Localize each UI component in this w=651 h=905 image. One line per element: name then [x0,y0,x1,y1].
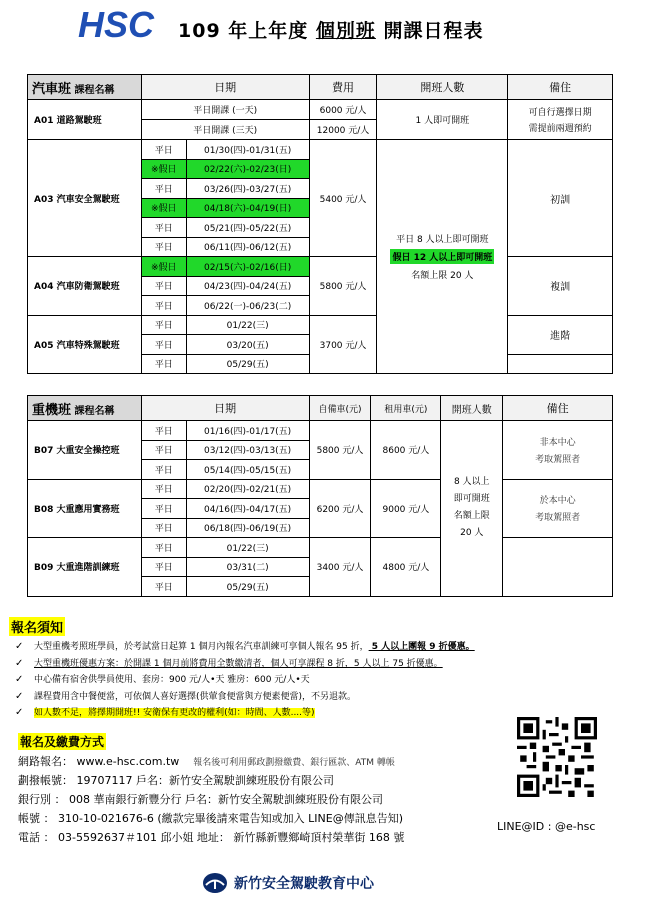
note-cell: 於本中心 考取駕照者 [503,479,613,538]
account-number: 帳號 ： 310-10-021676-6 (繳款完畢後請來電告知或加入 LINE@傳訊息告知) [18,812,404,825]
fee-cell: 5400 元/人 [309,140,377,257]
col-people: 開班人數 [441,396,503,421]
org-emblem-icon [202,872,228,894]
note-cell: 非本中心 考取駕照者 [503,421,613,480]
people-shared-cell: 平日 8 人以上即可開班 假日 12 人以上即可開班 名額上限 20 人 [377,140,508,374]
date-cell: 05/29(五) [186,354,309,374]
day-type: 平日 [141,296,186,316]
date-cell: 06/18(四)-06/19(五) [186,518,309,538]
day-type: 平日 [141,538,186,558]
check-icon: ✓ [15,641,24,652]
own-fee-cell: 6200 元/人 [309,479,371,538]
course-b09: B09 大重進階訓練班 [28,538,142,597]
day-type: 平日 [141,218,186,238]
rent-fee-cell: 8600 元/人 [371,421,441,480]
day-type: 平日 [141,354,186,374]
rule-3: ✓ 中心備有宿舍供學員使用、套房：900 元/人•天 雅房：600 元/人•天 [15,672,635,689]
day-type: 平日 [141,460,186,480]
date-cell: 平日開課 (三天) [141,120,309,140]
course-b08: B08 大重應用實務班 [28,479,142,538]
rent-fee-cell: 9000 元/人 [371,479,441,538]
moto-course-table [27,395,613,597]
check-icon: ✓ [15,674,24,685]
course-b07: B07 大重安全操控班 [28,421,142,480]
day-type: 平日 [141,335,186,355]
col-note: 備住 [508,75,613,100]
notice-title: 報名須知 [9,617,65,636]
date-cell: 01/16(四)-01/17(五) [186,421,309,441]
day-type: ※假日 [141,257,186,277]
date-cell: 03/20(五) [186,335,309,355]
date-cell: 01/30(四)-01/31(五) [186,140,309,160]
fee-cell: 3700 元/人 [309,315,377,374]
note-cell: 進階 [508,315,613,354]
fee-cell: 5800 元/人 [309,257,377,316]
day-type: ※假日 [141,159,186,179]
date-cell: 01/22(三) [186,538,309,558]
col-date: 日期 [141,75,309,100]
date-cell: 06/11(四)-06/12(五) [186,237,309,257]
date-cell: 04/23(四)-04/24(五) [186,276,309,296]
day-type: 平日 [141,179,186,199]
col-note: 備住 [503,396,613,421]
date-cell: 05/29(五) [186,577,309,597]
course-a01: A01 道路駕駛班 [28,100,142,140]
rent-fee-cell: 4800 元/人 [371,538,441,597]
rule-1: ✓ 大型重機考照班學員，於考試當日起算 1 個月內報名汽車訓練可享個人報名 95 折， 5 人以上團報 9 折優惠。 [15,639,635,656]
day-type: 平日 [141,518,186,538]
check-icon: ✓ [15,707,24,718]
date-cell: 03/12(四)-03/13(五) [186,440,309,460]
rule-2: ✓ 大型重機班優惠方案：於開課 1 個月前將費用全數繳清者，個人可享課程 8 折，5 人以上 75 折優惠。 [15,656,635,673]
note-cell: 可自行選擇日期 需提前兩週預約 [508,100,613,140]
date-cell: 03/26(四)-03/27(五) [186,179,309,199]
day-type: 平日 [141,557,186,577]
date-cell: 02/15(六)-02/16(日) [186,257,309,277]
day-type: 平日 [141,421,186,441]
org-name: 新竹安全駕駛教育中心 [234,876,374,892]
col-rent-bike: 租用車(元) [371,396,441,421]
course-a04: A04 汽車防衛駕駛班 [28,257,142,316]
col-date: 日期 [141,396,309,421]
col-own-bike: 自備車(元) [309,396,371,421]
day-type: 平日 [141,440,186,460]
qr-code-icon [517,717,597,797]
moto-section-title: 重機班 課程名稱 [28,396,142,421]
car-section-title: 汽車班 課程名稱 [28,75,142,100]
date-cell: 02/22(六)-02/23(日) [186,159,309,179]
day-type: 平日 [141,140,186,160]
footer [202,872,374,894]
notice-rules [15,639,635,722]
car-course-table [27,74,613,374]
col-people: 開班人數 [377,75,508,100]
rule-4: ✓ 課程費用含中餐便當，可依個人喜好選擇(供葷食便當與方便素便當)，不另退款。 [15,689,635,706]
date-cell: 06/22(一)-06/23(二) [186,296,309,316]
moto-people-cell: 8 人以上 即可開班 名額上限 20 人 [441,421,503,597]
col-fee: 費用 [309,75,377,100]
note-cell [503,538,613,597]
hsc-logo [78,6,156,42]
day-type: 平日 [141,499,186,519]
date-cell: 平日開課 (一天) [141,100,309,120]
date-cell: 02/20(四)-02/21(五) [186,479,309,499]
svg-text:HSC: HSC [78,6,155,42]
date-cell: 05/14(四)-05/15(五) [186,460,309,480]
empty-cell [508,354,613,374]
rule-5: ✓ 如人數不足，將擇期開班!! 安衛保有更改的權利(如：時間、人數....等) [15,705,635,722]
web-link[interactable]: www.e-hsc.com.tw [76,755,180,768]
course-a05: A05 汽車特殊駕駛班 [28,315,142,374]
day-type: ※假日 [141,198,186,218]
day-type: 平日 [141,237,186,257]
date-cell: 01/22(三) [186,315,309,335]
day-type: 平日 [141,577,186,597]
own-fee-cell: 3400 元/人 [309,538,371,597]
line-id: LINE@ID : @e-hsc [497,820,596,833]
date-cell: 03/31(二) [186,557,309,577]
payment-title: 報名及繳費方式 [20,735,105,749]
bank-info: 銀行別 ： 008 華南銀行新豐分行 戶名：新竹安全駕駛訓練班股份有限公司 [18,793,383,806]
fee-cell: 12000 元/人 [309,120,377,140]
web-register: 網路報名： www.e-hsc.com.tw 報名後可利用郵政劃撥繳費、銀行匯款、ATM 轉帳 [18,755,395,768]
course-a03: A03 汽車安全駕駛班 [28,140,142,257]
day-type: 平日 [141,479,186,499]
own-fee-cell: 5800 元/人 [309,421,371,480]
check-icon: ✓ [15,690,24,702]
people-cell: 1 人即可開班 [377,100,508,140]
date-cell: 04/16(四)-04/17(五) [186,499,309,519]
day-type: 平日 [141,315,186,335]
note-cell: 初訓 [508,140,613,257]
fee-cell: 6000 元/人 [309,100,377,120]
payment-info [18,752,404,847]
note-cell: 複訓 [508,257,613,316]
date-cell: 05/21(四)-05/22(五) [186,218,309,238]
day-type: 平日 [141,276,186,296]
check-icon: ✓ [15,657,24,669]
postal-account: 劃撥帳號： 19707117 戶名：新竹安全駕駛訓練班股份有限公司 [18,774,334,787]
page-title: 109 年上年度 個別班 開課日程表 [178,20,484,42]
date-cell: 04/18(六)-04/19(日) [186,198,309,218]
phone-address: 電話 ： 03-5592637＃101 邱小姐 地址： 新竹縣新豐鄉崎頂村榮華街 168 號 [18,831,405,844]
